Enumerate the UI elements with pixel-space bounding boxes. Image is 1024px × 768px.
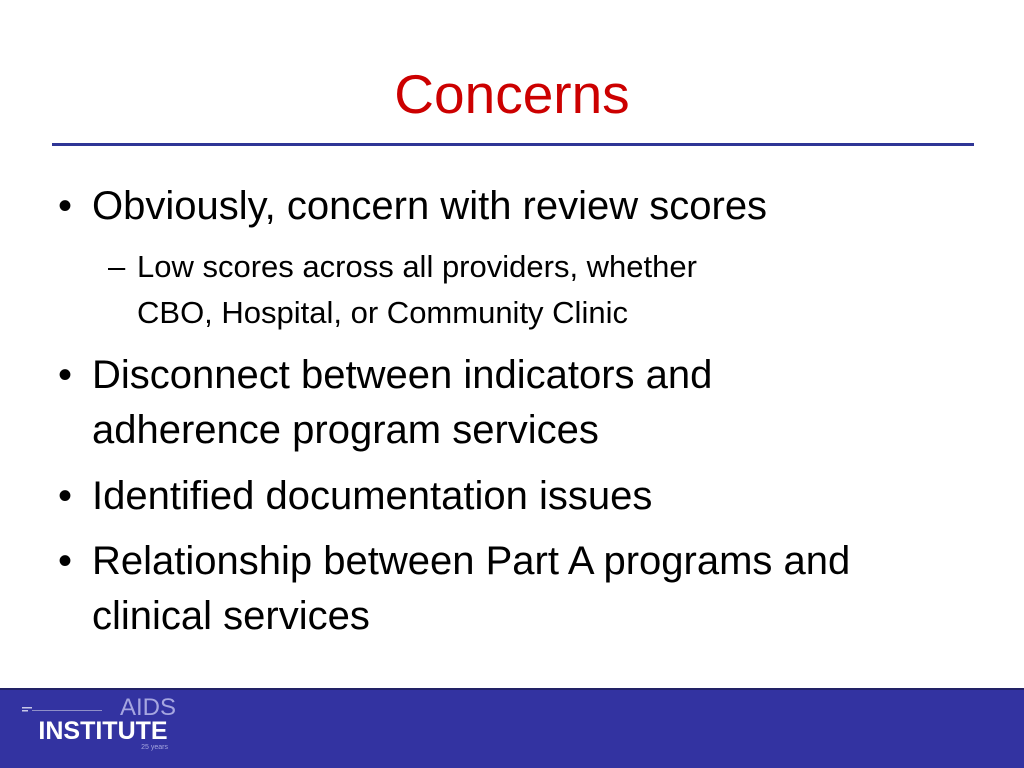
bullet-glyph: • [58, 184, 73, 228]
logo-aids-text: AIDS [119, 694, 177, 721]
bullet-glyph: • [58, 474, 73, 518]
bullet-text: Obviously, concern with review scores [92, 184, 768, 228]
sub-bullet-item [108, 247, 908, 330]
logo-tagline-marks [22, 707, 102, 712]
bullet-glyph: • [58, 539, 73, 583]
bullet-text-line1: Disconnect between indicators and [92, 353, 713, 397]
bullet-text-line2: clinical services [92, 594, 370, 638]
bullet-item-3 [58, 470, 978, 522]
bullet-glyph: • [58, 353, 73, 397]
bullet-item-4 [58, 535, 978, 639]
slide-title: Concerns [394, 63, 630, 125]
sub-bullet-text-line1: Low scores across all providers, whether [137, 249, 697, 284]
bullet-text-line1: Relationship between Part A programs and [92, 539, 851, 583]
bullet-item-1 [58, 180, 978, 232]
sub-bullet-text-line2: CBO, Hospital, or Community Clinic [137, 295, 628, 330]
aids-institute-logo [18, 693, 198, 765]
bullet-text: Identified documentation issues [92, 474, 653, 518]
sub-bullet-glyph: – [108, 249, 126, 284]
bullet-text-line2: adherence program services [92, 408, 599, 452]
bullet-item-2 [58, 349, 978, 453]
logo-institute-text: INSTITUTE [38, 717, 168, 745]
logo-years-text: 25 years [141, 744, 168, 751]
